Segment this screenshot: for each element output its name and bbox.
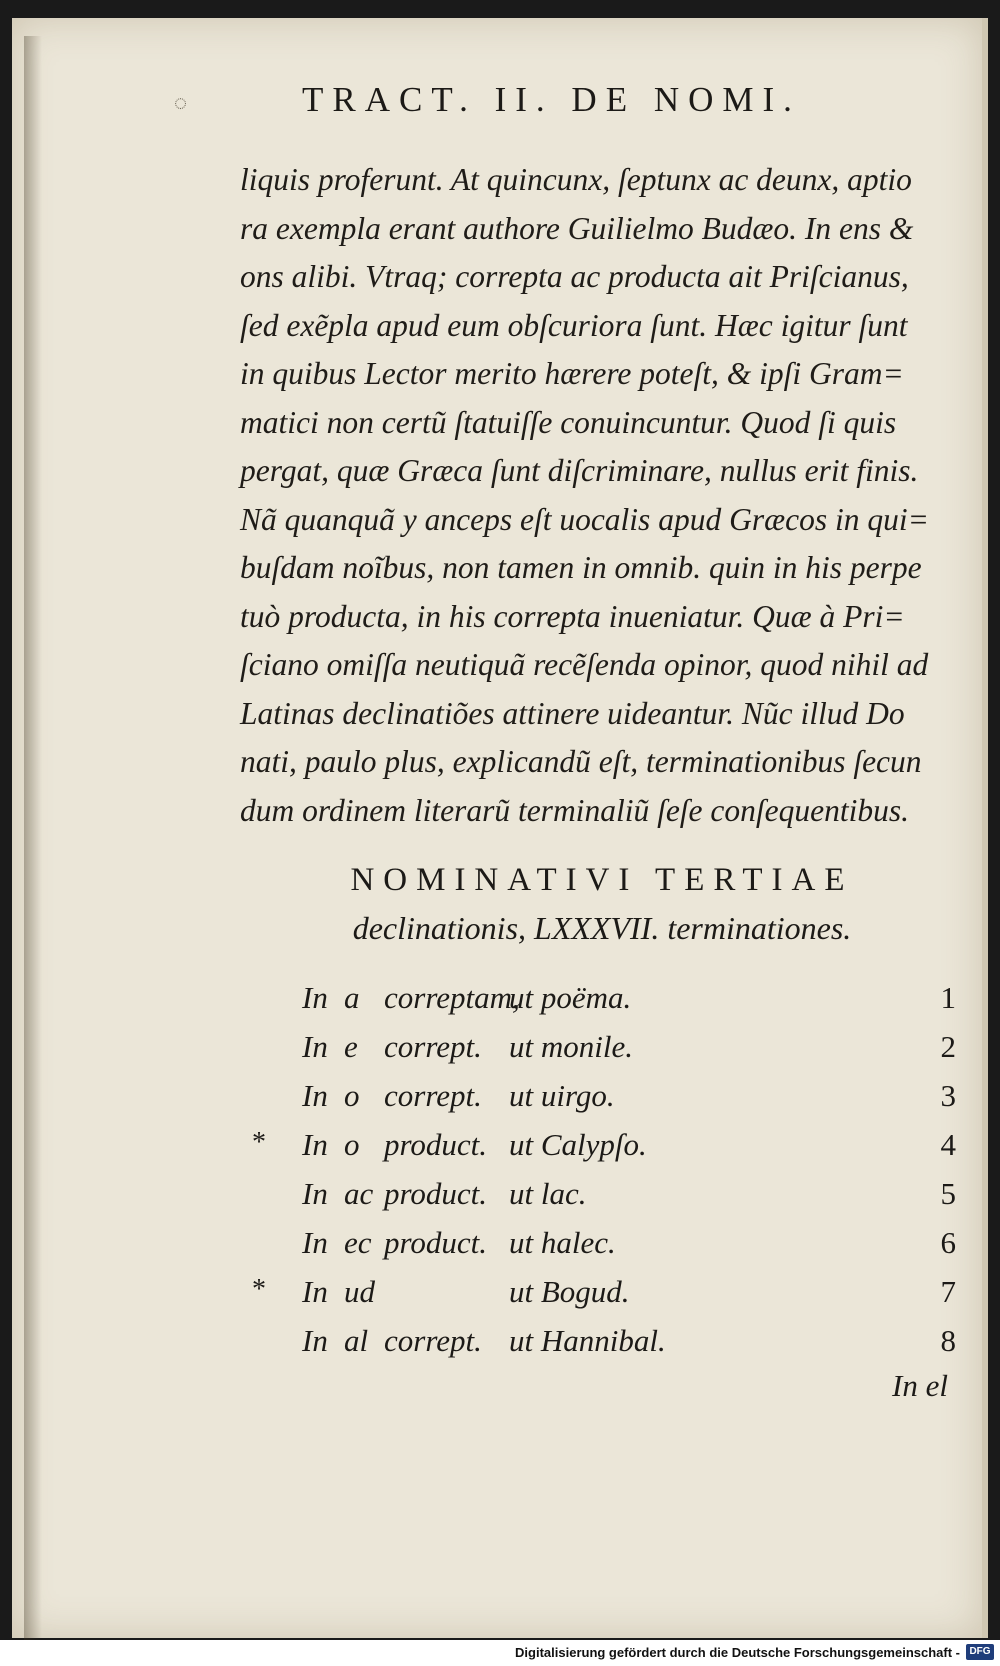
digitization-footer: [0, 1640, 1000, 1666]
ending-letter: a: [344, 980, 360, 1015]
endings-list: [244, 980, 956, 1372]
body-line: nati, paulo plus, explicandũ eſt, terminationibus ſecun: [240, 744, 922, 779]
ending-letter: ac: [344, 1176, 374, 1211]
ending-row: [244, 1029, 956, 1078]
footer-credit: Digitalisierung gefördert durch die Deutsche Forschungsgemeinschaft -: [515, 1645, 960, 1660]
ending-example: ut Bogud.: [509, 1274, 630, 1309]
ending-row: [244, 1127, 956, 1176]
ending-example: ut Hannibal.: [509, 1323, 666, 1358]
ending-letter: e: [344, 1029, 358, 1064]
ending-row: [244, 1323, 956, 1372]
margin-stain: ◌: [174, 90, 188, 115]
body-line: ſed exẽpla apud eum obſcuriora ſunt. Hæc igitur ſunt: [240, 307, 908, 343]
ending-quantity: corrept.: [384, 1323, 482, 1358]
ending-number: 6: [940, 1225, 956, 1260]
ending-letter: o: [344, 1127, 360, 1162]
ending-letter: ec: [344, 1225, 372, 1260]
ending-quantity: product.: [384, 1225, 488, 1260]
body-line: in quibus Lector merito hærere poteſt, & ipſi Gram=: [240, 356, 904, 391]
body-line: ſciano omiſſa neutiquã recẽſenda opinor, quod nihil ad: [240, 647, 929, 682]
ending-quantity: product.: [384, 1176, 488, 1211]
ending-prefix: In: [302, 980, 328, 1015]
body-line: Latinas declinatiões attinere uideantur. Nũc illud Do: [240, 695, 905, 731]
asterisk-mark: *: [252, 1274, 266, 1305]
ending-row: [244, 1078, 956, 1127]
ending-prefix: In: [302, 1127, 328, 1162]
body-line: liquis proferunt. At quincunx, ſeptunx ac deunx, aptio: [240, 162, 912, 197]
section-subtitle: declinationis, LXXXVII. terminationes.: [352, 910, 852, 946]
body-line: tuò producta, in his correpta inueniatur. Quæ à Pri=: [240, 598, 905, 634]
ending-number: 5: [940, 1176, 956, 1211]
body-line: dum ordinem literarũ terminaliũ ſeſe conſequentibus.: [240, 792, 909, 828]
ending-number: 8: [940, 1323, 956, 1358]
body-paragraph: [240, 156, 970, 835]
ending-prefix: In: [302, 1078, 328, 1113]
body-line: ra exempla erant authore Guilielmo Budæo. In ens &: [240, 210, 914, 246]
running-header: TRACT. II. DE NOMI.: [302, 80, 801, 119]
ending-example: ut Calypſo.: [509, 1127, 647, 1162]
ending-row: [244, 1176, 956, 1225]
ending-quantity: product.: [384, 1127, 488, 1162]
body-line: pergat, quæ Græca ſunt diſcriminare, nullus erit finis.: [240, 453, 919, 488]
ending-prefix: In: [302, 1274, 328, 1309]
ending-example: ut halec.: [509, 1225, 616, 1260]
ending-prefix: In: [302, 1323, 328, 1358]
body-line: ons alibi. Vtraq; correpta ac producta ait Priſcianus,: [240, 259, 909, 294]
ending-quantity: corrept.: [384, 1029, 482, 1064]
ending-row: [244, 980, 956, 1029]
ending-prefix: In: [302, 1029, 328, 1064]
ending-number: 2: [940, 1029, 956, 1064]
spine-shadow: [24, 36, 42, 1656]
ending-row: [244, 1274, 956, 1323]
body-line: Nã quanquã y anceps eſt uocalis apud Græcos in qui=: [240, 501, 929, 537]
ending-number: 4: [940, 1127, 956, 1162]
body-line: buſdam noĩbus, non tamen in omnib. quin in his perpe: [240, 550, 922, 585]
section-title: NOMINATIVI TERTIAE: [350, 862, 854, 898]
ending-number: 7: [940, 1274, 956, 1309]
ending-quantity: corrept.: [384, 1078, 482, 1113]
asterisk-mark: *: [252, 1127, 266, 1158]
ending-quantity: correptam,: [384, 980, 520, 1015]
ending-example: ut uirgo.: [509, 1078, 615, 1113]
catchword: In el: [892, 1368, 948, 1403]
ending-letter: o: [344, 1078, 360, 1113]
ending-example: ut monile.: [509, 1029, 633, 1064]
ending-number: 1: [940, 980, 956, 1015]
ending-letter: ud: [344, 1274, 375, 1309]
ending-example: ut poëma.: [509, 980, 632, 1015]
ending-example: ut lac.: [509, 1176, 587, 1211]
ending-number: 3: [940, 1078, 956, 1113]
ending-prefix: In: [302, 1176, 328, 1211]
ending-row: [244, 1225, 956, 1274]
ending-prefix: In: [302, 1225, 328, 1260]
body-line: matici non certũ ſtatuiſſe conuincuntur. Quod ſi quis: [240, 404, 897, 440]
ending-letter: al: [344, 1323, 369, 1358]
book-page: [12, 18, 988, 1638]
dfg-logo-icon: DFG: [966, 1644, 994, 1660]
